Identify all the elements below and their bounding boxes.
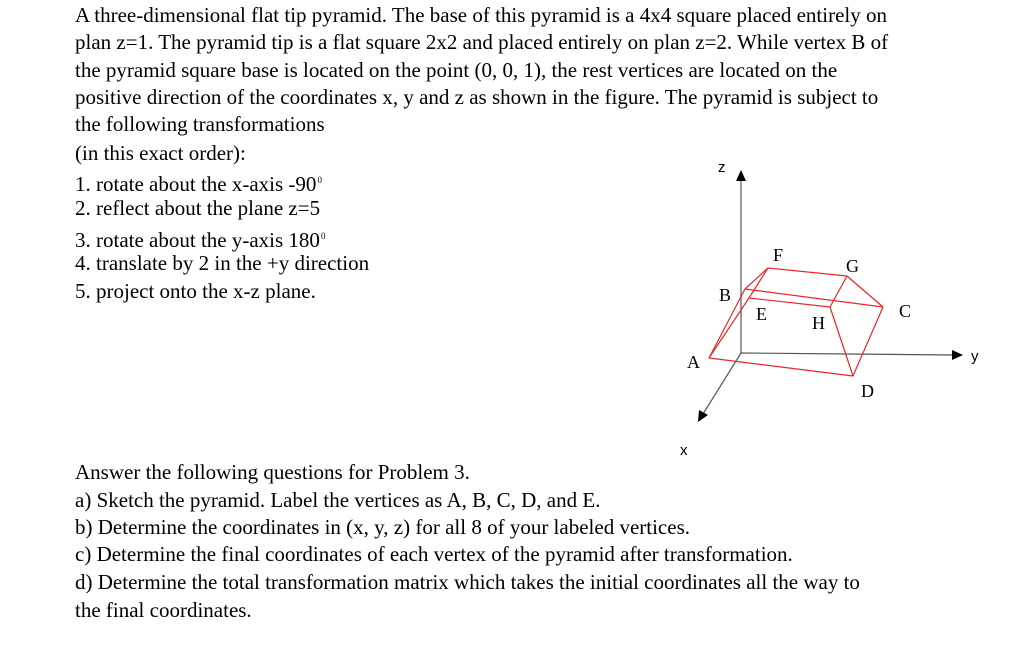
x-axis-arrowhead — [698, 410, 708, 422]
edge-d-a — [709, 358, 853, 376]
vertex-label-c: C — [899, 301, 912, 321]
step-text: 2. reflect about the plane z=5 — [75, 196, 321, 220]
intro-line-4: positive direction of the coordinates x, y and z as shown in the figure. The pyramid is subject to — [75, 85, 879, 109]
question-d-cont: the final coordinates. — [75, 598, 252, 622]
vertex-label-g: G — [846, 256, 859, 276]
question-a: a) Sketch the pyramid. Label the vertices as A, B, C, D, and E. — [75, 488, 601, 512]
vertex-label-h: H — [812, 313, 825, 333]
intro-line-1: A three-dimensional flat tip pyramid. The base of this pyramid is a 4x4 square placed entirely on — [75, 3, 887, 27]
vertex-label-d: D — [861, 381, 874, 401]
y-axis-arrowhead — [952, 350, 963, 360]
y-axis-label: y — [971, 348, 979, 365]
edge-d-h — [830, 307, 853, 376]
step-text: 1. rotate about the x-axis -90 — [75, 172, 317, 196]
intro-line-6: (in this exact order): — [75, 141, 246, 165]
intro-line-5: the following transformations — [75, 112, 325, 136]
step-text: 5. project onto the x-z plane. — [75, 279, 316, 303]
step-text: 3. rotate about the y-axis 180 — [75, 228, 320, 252]
edge-c-d — [853, 307, 883, 376]
z-axis-label: z — [718, 159, 726, 176]
question-d: d) Determine the total transformation matrix which takes the initial coordinates all the way to — [75, 570, 860, 594]
vertex-label-f: F — [773, 245, 784, 265]
vertex-label-e: E — [756, 304, 767, 324]
question-c: c) Determine the final coordinates of each vertex of the pyramid after transformation. — [75, 542, 793, 566]
x-axis-label: x — [680, 442, 688, 459]
step-text: 4. translate by 2 in the +y direction — [75, 251, 370, 275]
degree-mark: 0 — [320, 231, 326, 241]
edge-f-g — [768, 268, 847, 276]
edge-a-e — [709, 298, 749, 358]
intro-line-3: the pyramid square base is located on the point (0, 0, 1), the rest vertices are located on the — [75, 58, 838, 82]
intro-line-2: plan z=1. The pyramid tip is a flat square 2x2 and placed entirely on plan z=2. While vertex B of — [75, 30, 889, 54]
vertex-label-b: B — [719, 285, 732, 305]
x-axis — [703, 353, 741, 414]
vertex-label-a: A — [687, 352, 700, 372]
edge-c-g — [847, 276, 883, 307]
questions-heading: Answer the following questions for Problem 3. — [75, 460, 470, 484]
y-axis — [741, 353, 953, 355]
question-b: b) Determine the coordinates in (x, y, z) for all 8 of your labeled vertices. — [75, 515, 690, 539]
degree-mark: 0 — [317, 175, 322, 185]
z-axis-arrowhead — [736, 170, 746, 181]
